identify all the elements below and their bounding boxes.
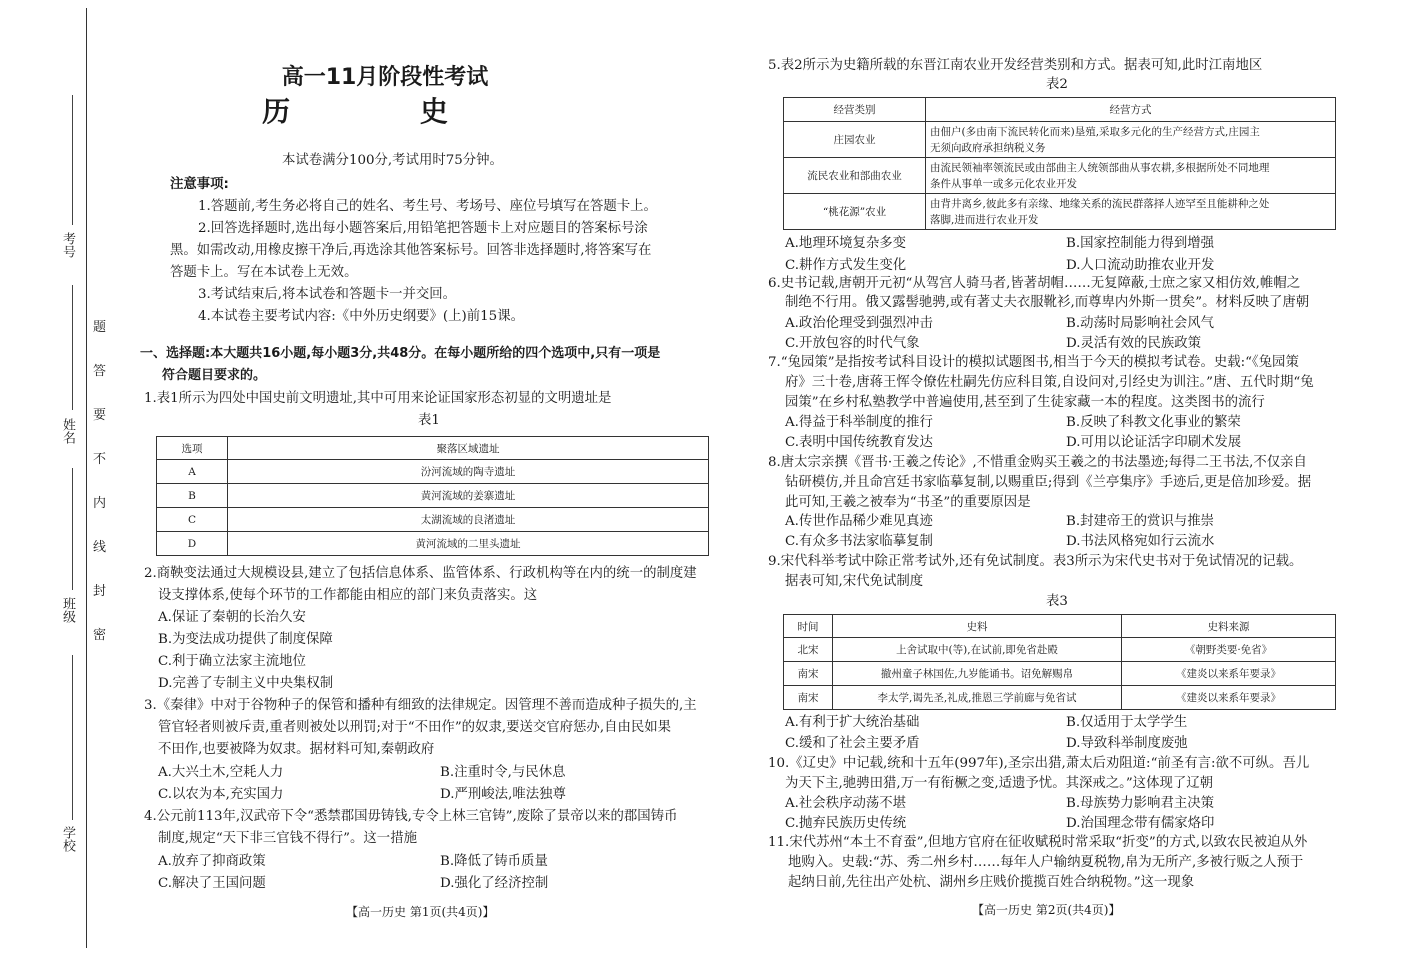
exam-title: 高一11月阶段性考试 <box>281 65 489 90</box>
field-blank-name[interactable] <box>72 285 73 410</box>
q8-option: A.传世作品稀少难见真迹 <box>785 514 933 529</box>
table3-cell: 《朝野类要·免省》 <box>1122 638 1336 662</box>
table3 <box>783 614 1336 710</box>
table2-cell-line: 无须向政府承担纳税义务 <box>930 141 1046 154</box>
q3-option: C.以农为本,充实国力 <box>158 787 284 802</box>
table1-cell: A <box>157 460 228 484</box>
q9-option: B.仅适用于太学学生 <box>1066 715 1188 730</box>
q3-stem: 3.《秦律》中对于谷物种子的保管和播种有细致的法律规定。因管理不善而造成种子损失的,主 <box>144 698 697 713</box>
q8-option: D.书法风格宛如行云流水 <box>1066 534 1215 549</box>
q8-option: B.封建帝王的赏识与推崇 <box>1066 514 1215 529</box>
binding-margin <box>0 0 107 972</box>
q9-stem: 9.宋代科举考试中除正常考试外,还有免试制度。表3所示为宋代史书对于免试情况的记载。 <box>768 554 1303 569</box>
table1-cell: B <box>157 484 228 508</box>
notice-line: 4.本试卷主要考试内容:《中外历史纲要》(上)前15课。 <box>198 309 524 324</box>
seal-char: 内 <box>93 496 107 511</box>
seal-char: 要 <box>93 408 107 423</box>
table3-header: 史料 <box>833 615 1122 638</box>
q9-option: C.缓和了社会主要矛盾 <box>785 736 920 751</box>
table1-cell: 黄河流域的姜寨遗址 <box>228 484 709 508</box>
q2-stem: 2.商鞅变法通过大规模设县,建立了包括信息体系、监管体系、行政机构等在内的统一的制度建 <box>144 566 697 581</box>
q11-stem: 11.宋代苏州“本土不育蚕”,但地方官府在征收赋税时常采取“折变”的方式,以致农民被迫从外 <box>768 835 1308 850</box>
notice-line: 3.考试结束后,将本试卷和答题卡一并交回。 <box>198 287 457 302</box>
notice-line: 答题卡上。写在本试卷上无效。 <box>170 265 358 280</box>
table2-cell-line: 落脚,进而进行农业开发 <box>930 213 1039 226</box>
q4-option: C.解决了王国问题 <box>158 876 266 891</box>
q2-option: B.为变法成功提供了制度保障 <box>158 632 333 647</box>
q10-stem: 10.《辽史》中记载,统和十五年(997年),圣宗出猎,萧太后劝阻道:“前圣有言:欲不可纵。吾儿 <box>768 756 1310 771</box>
table2-caption: 表2 <box>1046 77 1068 92</box>
q11-stem: 起纳日前,先往出产处杭、湖州乡庄贱价揽揽百姓合纳税物。”这一现象 <box>788 875 1195 890</box>
table2-cell-line: 由背井离乡,彼此多有亲缘、地缘关系的流民群落择人迹罕至且能耕种之处 <box>930 197 1270 210</box>
table2-cell: “桃花源”农业 <box>784 194 926 230</box>
table1-cell: 黄河流域的二里头遗址 <box>228 532 709 556</box>
page-footer: 【高一历史 第1页(共4页)】 <box>346 905 495 919</box>
table2-cell <box>926 158 1336 194</box>
table3-cell: 《建炎以来系年要录》 <box>1122 686 1336 710</box>
field-blank-school[interactable] <box>72 655 73 820</box>
q6-stem: 6.史书记载,唐朝开元初“从驾宫人骑马者,皆著胡帽……无复障蔽,士庶之家又相仿效,帷帽之 <box>768 276 1301 291</box>
field-label-name: 姓名 <box>60 418 75 444</box>
q5-stem: 5.表2所示为史籍所载的东晋江南农业开发经营类别和方式。据表可知,此时江南地区 <box>768 58 1263 73</box>
table1-cell: D <box>157 532 228 556</box>
table2 <box>783 97 1336 230</box>
q5-option: D.人口流动助推农业开发 <box>1066 258 1215 273</box>
q4-stem: 4.公元前113年,汉武帝下令“悉禁郡国毋铸钱,专令上林三官铸”,废除了景帝以来的郡国铸币 <box>144 809 678 824</box>
q9-stem: 据表可知,宋代免试制度 <box>785 574 924 589</box>
table2-cell-line: 由流民领袖率领流民或由部曲主人统领部曲从事农耕,多根据所处不同地理 <box>930 161 1270 174</box>
q3-option: D.严刑峻法,唯法独尊 <box>440 787 566 802</box>
seal-char: 不 <box>93 452 107 467</box>
q5-option: B.国家控制能力得到增强 <box>1066 236 1215 251</box>
table2-cell-line: 条件从事单一或多元化农业开发 <box>930 177 1077 190</box>
seal-char: 密 <box>93 628 107 643</box>
section-heading-cont: 符合题目要求的。 <box>162 368 267 383</box>
q3-stem: 管官轻者则被斥责,重者则被处以刑罚;对于“不田作”的奴隶,要送交官府惩办,自由民如果 <box>158 720 672 735</box>
notice-line: 黑。如需改动,用橡皮擦干净后,再选涂其他答案标号。回答非选择题时,将答案写在 <box>170 243 652 258</box>
q2-option: D.完善了专制主义中央集权制 <box>158 676 334 691</box>
q7-option: B.反映了科教文化事业的繁荣 <box>1066 415 1241 430</box>
table2-cell <box>926 194 1336 230</box>
table3-cell: 李太学,谒先圣,礼成,推恩三学前廊与免省试 <box>833 686 1122 710</box>
q4-option: D.强化了经济控制 <box>440 876 549 891</box>
table1-caption: 表1 <box>418 413 440 428</box>
q4-option: A.放弃了抑商政策 <box>158 854 266 869</box>
q8-option: C.有众多书法家临摹复制 <box>785 534 933 549</box>
q8-stem: 此可知,王羲之被奉为“书圣”的重要原因是 <box>785 495 1031 510</box>
q9-option: D.导致科举制度废弛 <box>1066 736 1188 751</box>
q2-stem: 设支撑体系,使每个环节的工作都能由相应的部门来负责落实。这 <box>158 588 538 603</box>
q4-option: B.降低了铸币质量 <box>440 854 548 869</box>
notice-heading: 注意事项: <box>170 177 229 192</box>
table3-cell: 南宋 <box>784 686 833 710</box>
table2-cell-line: 由佃户(多由南下流民转化而来)垦殖,采取多元化的生产经营方式,庄园主 <box>930 125 1260 138</box>
q10-option: B.母族势力影响君主决策 <box>1066 796 1215 811</box>
table2-cell: 流民农业和部曲农业 <box>784 158 926 194</box>
q6-option: B.动荡时局影响社会风气 <box>1066 316 1215 331</box>
table2-cell: 庄园农业 <box>784 122 926 158</box>
q7-stem: 园策”在乡村私塾教学中普遍使用,甚至到了生徒家藏一本的程度。这类图书的流行 <box>785 395 1265 410</box>
q10-option: C.抛弃民族历史传统 <box>785 816 907 831</box>
q8-stem: 钻研模仿,并且命宫廷书家临摹复制,以赐重臣;得到《兰亭集序》手迹后,更是倍加珍爱。据 <box>785 475 1312 490</box>
notice-line: 1.答题前,考生务必将自己的姓名、考生号、考场号、座位号填写在答题卡上。 <box>198 199 657 214</box>
q11-stem: 地购入。史载:“苏、秀二州乡村……每年人户输纳夏税物,帛为无所产,多被行贩之人预于 <box>788 855 1304 870</box>
table3-cell: 南宋 <box>784 662 833 686</box>
q8-stem: 8.唐太宗亲撰《晋书·王羲之传论》,不惜重金购买王羲之的书法墨迹;每得二王书法,不仅亲自 <box>768 455 1307 470</box>
page-footer: 【高一历史 第2页(共4页)】 <box>972 903 1121 917</box>
table1-cell: C <box>157 508 228 532</box>
table1-header: 选项 <box>157 437 228 460</box>
q7-option: D.可用以论证活字印刷术发展 <box>1066 435 1242 450</box>
q10-option: D.治国理念带有儒家烙印 <box>1066 816 1215 831</box>
section-heading: 一、选择题:本大题共16小题,每小题3分,共48分。在每小题所给的四个选项中,只有一项是 <box>140 346 661 361</box>
field-label-exam-number: 考号 <box>60 232 75 258</box>
field-label-school: 学校 <box>60 826 75 852</box>
table3-caption: 表3 <box>1046 594 1068 609</box>
seal-char: 题 <box>93 320 107 335</box>
q7-option: A.得益于科举制度的推行 <box>785 415 933 430</box>
table2-cell <box>926 122 1336 158</box>
intro-text: 本试卷满分100分,考试用时75分钟。 <box>282 153 503 168</box>
q3-option: A.大兴土木,空耗人力 <box>158 765 284 780</box>
field-blank-exam-number[interactable] <box>72 95 73 225</box>
field-label-class: 班级 <box>60 597 75 623</box>
table3-header: 时间 <box>784 615 833 638</box>
table2-header: 经营方式 <box>926 98 1336 122</box>
q5-option: A.地理环境复杂多变 <box>785 236 907 251</box>
q9-option: A.有利于扩大统治基础 <box>785 715 920 730</box>
table1-cell: 汾河流域的陶寺遗址 <box>228 460 709 484</box>
seal-char: 线 <box>93 540 107 555</box>
table1-cell: 太湖流域的良渚遗址 <box>228 508 709 532</box>
q10-option: A.社会秩序动荡不堪 <box>785 796 907 811</box>
table1 <box>156 436 709 556</box>
q2-option: A.保证了秦朝的长治久安 <box>158 610 306 625</box>
q6-option: C.开放包容的时代气象 <box>785 336 920 351</box>
seal-char: 答 <box>93 364 107 379</box>
q7-stem: 7.“兔园策”是指按考试科目设计的模拟试题图书,相当于今天的模拟考试卷。史载:“《兔园策 <box>768 355 1299 370</box>
q7-stem: 府》三十卷,唐蒋王恽令僚佐杜嗣先仿应科目策,自设问对,引经史为训注。”唐、五代时期“兔 <box>785 375 1314 390</box>
q5-option: C.耕作方式发生变化 <box>785 258 907 273</box>
q10-stem: 为天下主,驰骋田猎,万一有衔橛之变,适遗予忧。其深戒之。”这体现了辽朝 <box>785 776 1214 791</box>
q1-stem: 1.表1所示为四处中国史前文明遗址,其中可用来论证国家形态初显的文明遗址是 <box>144 391 612 406</box>
table3-cell: 北宋 <box>784 638 833 662</box>
table3-header: 史料来源 <box>1122 615 1336 638</box>
binding-line <box>86 8 87 948</box>
q3-option: B.注重时令,与民休息 <box>440 765 566 780</box>
table3-cell: 《建炎以来系年要录》 <box>1122 662 1336 686</box>
notice-line: 2.回答选择题时,选出每小题答案后,用铅笔把答题卡上对应题目的答案标号涂 <box>198 221 648 236</box>
field-blank-class[interactable] <box>72 468 73 590</box>
q6-option: D.灵活有效的民族政策 <box>1066 336 1202 351</box>
q6-stem: 制绝不行用。俄又露髻驰骋,或有著丈夫衣服靴衫,而尊卑内外斯一贯矣”。材料反映了唐朝 <box>785 295 1310 310</box>
q6-option: A.政治伦理受到强烈冲击 <box>785 316 933 331</box>
q4-stem: 制度,规定“天下非三官钱不得行”。这一措施 <box>158 831 417 846</box>
table1-header: 聚落区域遗址 <box>228 437 709 460</box>
table3-cell: 上舍试取中(等),在试前,即免省赴殿 <box>833 638 1122 662</box>
q3-stem: 不田作,也要被降为奴隶。据材料可知,秦朝政府 <box>158 742 435 757</box>
table3-cell: 撤州童子林国佐,九岁能诵书。诏免解赐帛 <box>833 662 1122 686</box>
q2-option: C.利于确立法家主流地位 <box>158 654 306 669</box>
q7-option: C.表明中国传统教育发达 <box>785 435 933 450</box>
table2-header: 经营类别 <box>784 98 926 122</box>
subject-title: 历 史 <box>262 95 508 128</box>
seal-char: 封 <box>93 584 107 599</box>
